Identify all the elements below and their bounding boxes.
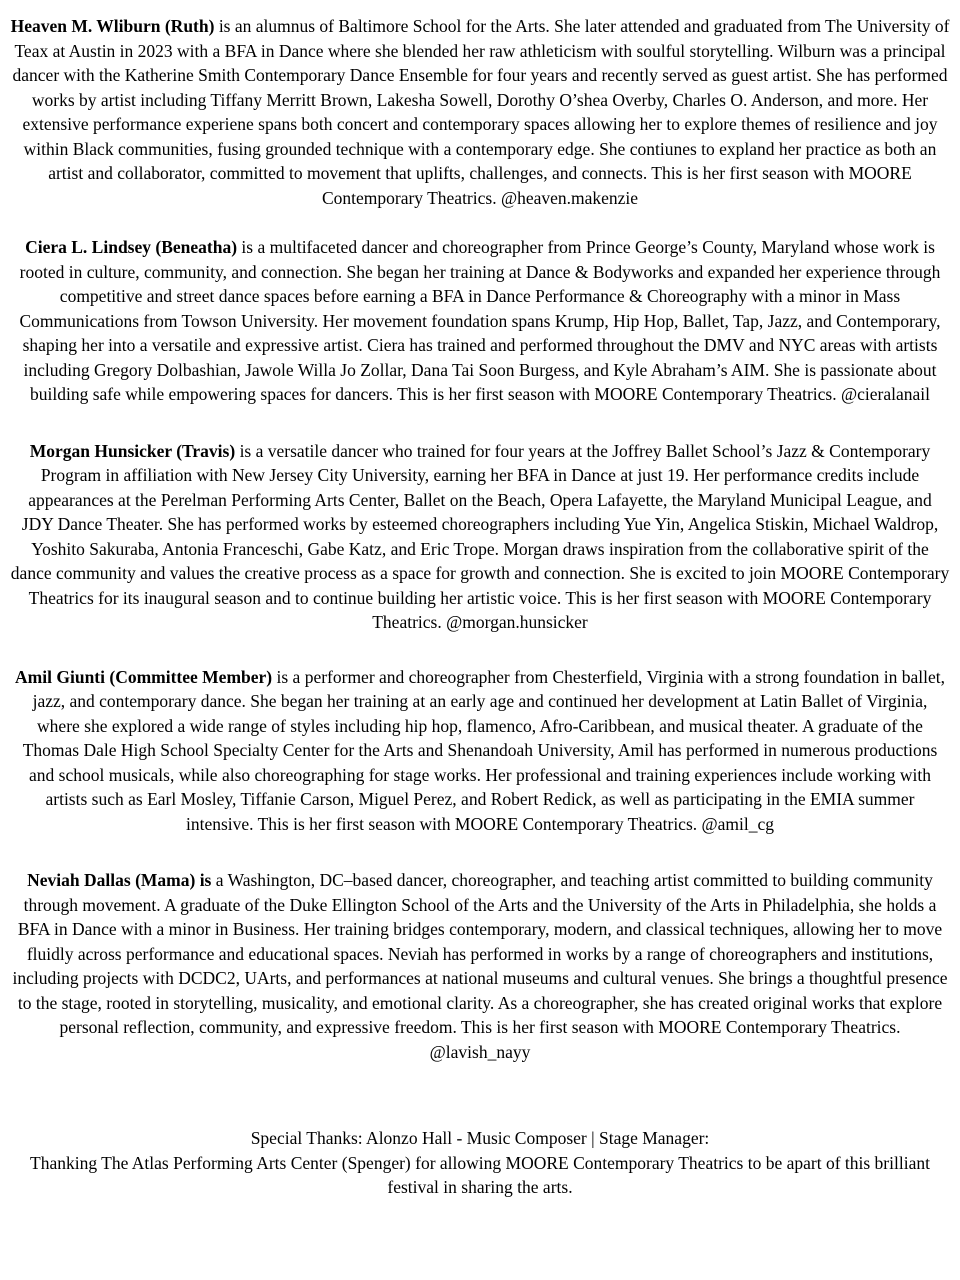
bio-name-morgan-hunsicker: Morgan Hunsicker (Travis) — [29, 440, 236, 461]
special-thanks-section — [10, 1126, 950, 1200]
special-thanks-venue-line: Thanking The Atlas Performing Arts Center (Spenger) for allowing MOORE Contemporary Theatrics to be apart of this brilliant festival in sharing the arts. — [30, 1152, 930, 1197]
bio-paragraph-ciera-lindsey — [10, 235, 950, 407]
bio-name-amil-giunti: Amil Giunti (Committee Member) — [15, 666, 273, 687]
bio-name-heaven-wliburn: Heaven M. Wliburn (Ruth) — [10, 16, 215, 36]
special-thanks-credits-line: Special Thanks: Alonzo Hall - Music Composer | Stage Manager: — [250, 1128, 710, 1148]
bio-text-heaven-wliburn: is an alumnus of Baltimore School for the Arts. She later attended and graduated from The University of Teax at Austin in 2023 with a BFA in Dance where she blended her raw athleticism with soulful storytelling. Wilburn was a principal dancer with the Katherine Smith Contemporary Dance Ensemble for four years and recently served as guest artist. She has performed works by artist including Tiffany Merritt Brown, Lakesha Sowell, Dorothy O’shea Overby, Charles O. Anderson, and more. Her extensive performance experiene spans both concert and contemporary spaces allowing her to explore themes of resilience and joy within Black communities, fusing grounded technique with a contemporary edge. She contiunes to expland her practice as both an artist and collaborator, committed to movement that uplifts, challenges, and connects. This is her first season with MOORE Contemporary Theatrics. @heaven.makenzie — [12, 16, 950, 208]
bio-paragraph-amil-giunti — [10, 665, 950, 837]
bio-text-morgan-hunsicker: is a versatile dancer who trained for four years at the Joffrey Ballet School’s Jazz & Contemporary Program in affiliation with New Jersey City University, earning her BFA in Dance at just 19. Her performance credits include appearances at the Perelman Performing Arts Center, Ballet on the Beach, Opera Lafayette, the Maryland Municipal League, and JDY Dance Theater. She has performed works by esteemed choreographers including Yue Yin, Angelica Stiskin, Michael Waldrop, Yoshito Sakuraba, Antonia Franceschi, Gabe Katz, and Eric Trope. Morgan draws inspiration from the collaborative spirit of the dance community and values the creative process as a space for growth and connection. She is excited to join MOORE Contemporary Theatrics for its inaugural season and to continue building her artistic voice. This is her first season with MOORE Contemporary Theatrics. @morgan.hunsicker — [10, 440, 950, 632]
bio-text-neviah-dallas: a Washington, DC–based dancer, choreographer, and teaching artist committed to building community through movement. A graduate of the Duke Ellington School of the Arts and the University of the Arts in Philadelphia, she holds a BFA in Dance with a minor in Business. Her training bridges contemporary, modern, and classical techniques, allowing her to move fluidly across performance and educational spaces. Neviah has performed in works by a range of choreographers and institutions, including projects with DCDC2, UArts, and performances at national museums and cultural venues. She brings a thoughtful presence to the stage, rooted in storytelling, musicality, and emotional clarity. As a choreographer, she has created original works that explore personal reflection, community, and expressive freedom. This is her first season with MOORE Contemporary Theatrics. @lavish_nayy — [12, 870, 948, 1062]
bio-name-ciera-lindsey: Ciera L. Lindsey (Beneatha) — [25, 237, 238, 257]
bio-paragraph-morgan-hunsicker — [10, 439, 950, 635]
bio-text-ciera-lindsey: is a multifaceted dancer and choreographer from Prince George’s County, Maryland whose work is rooted in culture, community, and connection. She began her training at Dance & Bodyworks and expanded her experience through competitive and street dance spaces before earning a BFA in Dance Performance & Choreography with a minor in Mass Communications from Towson University. Her movement foundation spans Krump, Hip Hop, Ballet, Tap, Jazz, and Contemporary, shaping her into a versatile and expressive artist. Ciera has trained and performed throughout the DMV and NYC areas with artists including Gregory Dolbashian, Jawole Willa Jo Zollar, Dana Tai Soon Burgess, and Kyle Abraham’s AIM. She is passionate about building safe while empowering spaces for dancers. This is her first season with MOORE Contemporary Theatrics. @cieralanail — [19, 237, 941, 404]
bio-paragraph-neviah-dallas — [10, 868, 950, 1064]
bio-name-neviah-dallas: Neviah Dallas (Mama) is — [27, 870, 212, 890]
bio-text-amil-giunti: is a performer and choreographer from Chesterfield, Virginia with a strong foundation in ballet, jazz, and contemporary dance. She began her training at an early age and continued her development at Latin Ballet of Virginia, where she explored a wide range of styles including hip hop, flamenco, Afro-Caribbean, and musical theater. A graduate of the Thomas Dale High School Specialty Center for the Arts and Shenandoah University, Amil has performed in numerous productions and school musicals, while also choreographing for stage works. Her professional and training experiences include working with artists such as Earl Mosley, Tiffanie Carson, Miguel Perez, and Robert Redick, as well as participating in the EMIA summer intensive. This is her first season with MOORE Contemporary Theatrics. @amil_cg — [22, 666, 945, 834]
bio-paragraph-heaven-wliburn — [10, 14, 950, 210]
